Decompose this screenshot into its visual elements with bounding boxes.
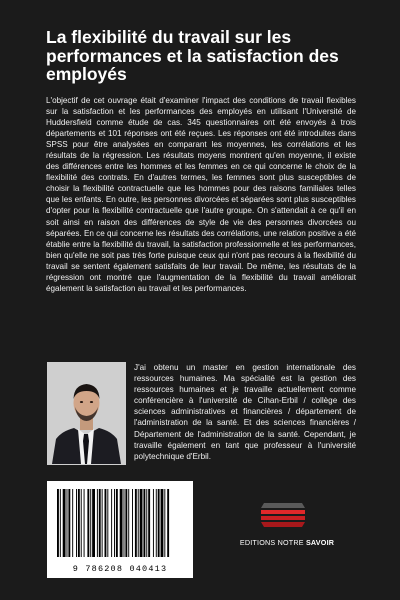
barcode-bar — [72, 489, 73, 557]
barcode-bar — [114, 489, 115, 557]
book-abstract: L'objectif de cet ouvrage était d'examiner l'impact des conditions de travail flexibles sur la satisfaction et les performances des employés en utilisant l'Université de Huddersfield comme étude de cas. 345 questionnaires ont été envoyés à trois départements et 101 réponses ont été reçues. Les réponses ont été introduites dans SPSS pour être analysées en comparant les moyennes, les corrélations et les résultats de la régression. Les résultats moyens montrent qu'en moyenne, il existe des différences entre les hommes et les femmes en ce qui concerne le choix de la flexibilité des contrats. En d'autres termes, les femmes sont plus susceptibles de choisir la flexibilité contractuelle que les hommes pour des raisons familiales telles que les enfants. En outre, les personnes divorcées et séparées sont plus susceptibles d'opter pour la flexibilité contractuelle que l'autre groupe. On s'attendait à ce qu'il en soit ainsi en raison des différences de style de vie des personnes divorcées ou séparées. En ce qui concerne les résultats des corrélations, une relation positive a été établie entre la flexibilité du travail, la satisfaction professionnelle et les performances, bien qu'elle ne soit pas très forte puisque ceux qui n'ont pas recours à la flexibilité du travail se sentent également satisfaits de leur travail. De même, les résultats de la régression ont montré que l'augmentation de la flexibilité du travail améliorait également la satisfaction au travail et les performances. — [46, 96, 356, 293]
barcode-bar — [84, 489, 85, 557]
barcode — [47, 481, 193, 578]
barcode-bar — [124, 489, 125, 557]
isbn-digits: 9 786208 040413 — [72, 564, 168, 574]
barcode-bar — [92, 489, 95, 557]
barcode-bar — [105, 489, 107, 557]
barcode-bar — [132, 489, 133, 557]
barcode-bar — [128, 489, 129, 557]
barcode-bar — [140, 489, 143, 557]
barcode-bar — [143, 489, 145, 557]
barcode-bar — [78, 489, 80, 557]
barcode-bar — [111, 489, 112, 557]
author-bio: J'ai obtenu un master en gestion internationale des ressources humaines. Ma spécialité est la gestion des ressources humaines et je travaille actuellement comme conférencière à l'université de Cihan-Erbil / collège des sciences administratives et financières / département de l'administration de la santé. Et des sciences financières / Département de l'administration de la santé. Cependant, je travaille également en tant que professeur à l'université polytechnique d'Erbil. — [134, 363, 356, 461]
barcode-bar — [76, 489, 77, 557]
author-photo — [47, 362, 126, 465]
barcode-bar — [87, 489, 89, 557]
barcode-bar — [138, 489, 139, 557]
barcode-bar — [135, 489, 137, 557]
barcode-bar — [167, 489, 169, 557]
barcode-bar — [60, 489, 61, 557]
barcode-bar — [116, 489, 118, 557]
book-title: La flexibilité du travail sur les performances et la satisfaction des employés — [46, 27, 339, 84]
publisher-brand: SAVOIR — [305, 538, 335, 547]
barcode-bar — [67, 489, 68, 557]
barcode-bar — [63, 489, 66, 557]
publisher-prefix: EDITIONS NOTRE — [239, 538, 306, 547]
barcode-bar — [148, 489, 150, 557]
barcode-bar — [161, 489, 164, 557]
barcode-bar — [164, 489, 165, 557]
publisher-name — [232, 538, 342, 547]
barcode-bar — [68, 489, 70, 557]
barcode-bar — [158, 489, 160, 557]
barcode-bar — [107, 489, 108, 557]
barcode-bar — [102, 489, 103, 557]
barcode-bar — [125, 489, 127, 557]
barcode-bar — [90, 489, 91, 557]
barcode-bar — [153, 489, 154, 557]
barcode-bar — [97, 489, 98, 557]
barcode-bar — [81, 489, 82, 557]
publisher-logo-icon — [258, 500, 308, 530]
barcode-bar — [99, 489, 101, 557]
barcode-bar — [57, 489, 59, 557]
barcode-bar — [146, 489, 147, 557]
barcode-bar — [120, 489, 123, 557]
barcode-bar — [156, 489, 157, 557]
